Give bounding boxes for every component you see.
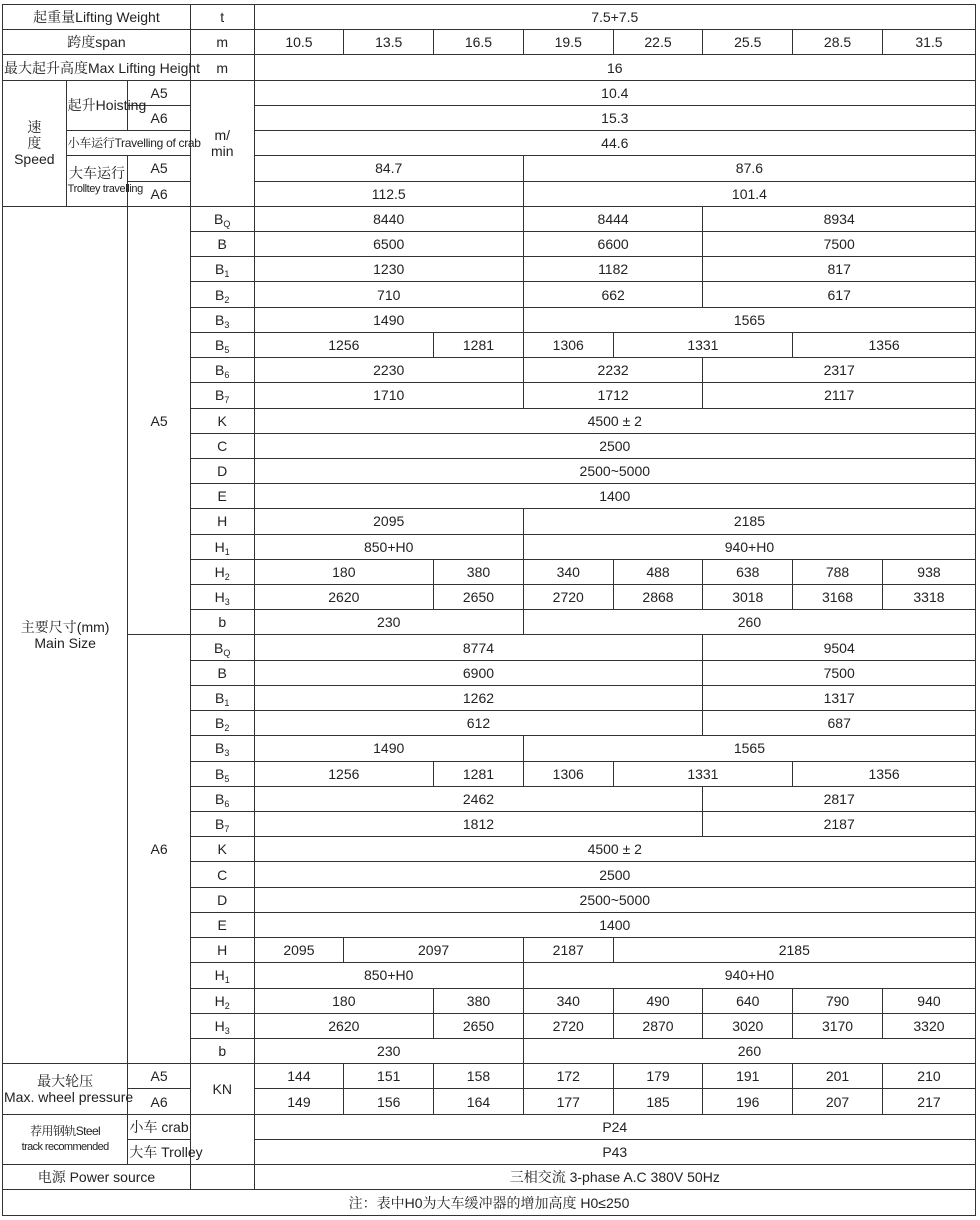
duty-a5: A5 [128, 156, 191, 181]
a5-b5-value: 1281 [434, 332, 524, 357]
a6-b-value: 6900 [254, 660, 703, 685]
param-c: C [190, 862, 254, 887]
value-trolley-a6: 101.4 [523, 181, 975, 206]
a5-h1-value: 940+H0 [523, 534, 975, 559]
crane-spec-table [2, 4, 976, 1216]
a5-b2-value: 710 [254, 282, 523, 307]
a6-b5-value: 1356 [793, 761, 976, 786]
wheel-a5-value: 151 [344, 1064, 434, 1089]
param-b6: $B_6$ [190, 786, 254, 811]
wheel-a6-value: 217 [882, 1089, 975, 1114]
row-rail-crab [3, 1114, 976, 1139]
a5-c-value: 2500 [254, 433, 975, 458]
a5-b-value: 6500 [254, 231, 523, 256]
value-trolley-a5: 84.7 [254, 156, 523, 181]
param-h3: $H_3$ [190, 1013, 254, 1038]
a6-small-b-value: 230 [254, 1038, 523, 1063]
value-power: 三相交流 3-phase A.C 380V 50Hz [254, 1165, 975, 1190]
a6-h2-value: 490 [613, 988, 703, 1013]
a5-h3-value: 2720 [523, 585, 613, 610]
a5-h3-value: 3018 [703, 585, 793, 610]
a5-bq-value: 8440 [254, 206, 523, 231]
a5-b5-value: 1331 [613, 332, 793, 357]
a5-h-value: 2185 [523, 509, 975, 534]
unit-m-per: m/ [214, 127, 230, 144]
a5-h2-value: 380 [434, 559, 524, 584]
span-value: 10.5 [254, 30, 344, 55]
label-main-size-en: Main Size [34, 634, 96, 651]
wheel-a5-value: 158 [434, 1064, 524, 1089]
param-b2: $B_2$ [190, 282, 254, 307]
param-k: K [190, 408, 254, 433]
a5-b1-value: 1182 [523, 257, 703, 282]
a6-b1-value: 1262 [254, 685, 703, 710]
a6-b7-value: 1812 [254, 812, 703, 837]
a5-b2-value: 662 [523, 282, 703, 307]
a6-b1-value: 1317 [703, 685, 976, 710]
label-wheel-zh: 最大轮压 [37, 1072, 94, 1089]
a6-b2-value: 687 [703, 711, 976, 736]
label-trolley-zh: 大车运行 [68, 165, 125, 182]
row-span [3, 30, 976, 55]
param-h1: $H_1$ [190, 963, 254, 988]
a6-b-value: 7500 [703, 660, 976, 685]
value-max-lift: 16 [254, 55, 975, 80]
a6-h-value: 2185 [613, 938, 975, 963]
param-c: C [190, 433, 254, 458]
label-main-size-zh: 主要尺寸(mm) [20, 618, 110, 635]
a5-e-value: 1400 [254, 484, 975, 509]
a6-h-value: 2095 [254, 938, 344, 963]
a6-h2-value: 180 [254, 988, 434, 1013]
param-b6: $B_6$ [190, 358, 254, 383]
param-b1: $B_1$ [190, 685, 254, 710]
label-lifting-weight: 起重量Lifting Weight [3, 5, 191, 30]
a6-c-value: 2500 [254, 862, 975, 887]
a5-b5-value: 1306 [523, 332, 613, 357]
a5-b-value: 7500 [703, 231, 976, 256]
wheel-a6-value: 156 [344, 1089, 434, 1114]
a5-h3-value: 2650 [434, 585, 524, 610]
row-trolley-a6 [3, 181, 976, 206]
param-h: H [190, 938, 254, 963]
a5-k-value: 4500 ± 2 [254, 408, 975, 433]
param-b5: $B_5$ [190, 332, 254, 357]
value-hoist-a5: 10.4 [254, 80, 975, 105]
value-rail-trolley: P43 [254, 1139, 975, 1164]
a5-b3-value: 1490 [254, 307, 523, 332]
row-wheel-a6 [3, 1089, 976, 1114]
a6-h3-value: 3320 [882, 1013, 975, 1038]
label-rail [3, 1114, 128, 1164]
label-rail-en: track recommended [21, 1141, 109, 1154]
value-hoist-a6: 15.3 [254, 105, 975, 130]
a5-h2-value: 788 [793, 559, 883, 584]
wheel-a6-value: 196 [703, 1089, 793, 1114]
label-crab: 小车 crab [128, 1114, 191, 1139]
a5-b6-value: 2232 [523, 358, 703, 383]
param-d: D [190, 887, 254, 912]
label-span: 跨度span [3, 30, 191, 55]
a5-b-value: 6600 [523, 231, 703, 256]
a6-k-value: 4500 ± 2 [254, 837, 975, 862]
wheel-a5-value: 191 [703, 1064, 793, 1089]
a5-b3-value: 1565 [523, 307, 975, 332]
a5-small-b-value: 260 [523, 610, 975, 635]
param-k: K [190, 837, 254, 862]
param-h2: $H_2$ [190, 988, 254, 1013]
unit-m: m [190, 30, 254, 55]
a6-h3-value: 2650 [434, 1013, 524, 1038]
span-value: 25.5 [703, 30, 793, 55]
a5-b6-value: 2317 [703, 358, 976, 383]
a5-b1-value: 817 [703, 257, 976, 282]
param-b2: $B_2$ [190, 711, 254, 736]
wheel-a6-value: 164 [434, 1089, 524, 1114]
wheel-a6-value: 185 [613, 1089, 703, 1114]
power-unit-empty [190, 1165, 254, 1190]
wheel-a5-value: 144 [254, 1064, 344, 1089]
a6-h2-value: 790 [793, 988, 883, 1013]
wheel-a6-value: 207 [793, 1089, 883, 1114]
a6-h1-value: 940+H0 [523, 963, 975, 988]
duty-a5: A5 [128, 80, 191, 105]
a6-h2-value: 340 [523, 988, 613, 1013]
param-b3: $B_3$ [190, 736, 254, 761]
param-b: B [190, 231, 254, 256]
a5-d-value: 2500~5000 [254, 458, 975, 483]
a5-h3-value: 3318 [882, 585, 975, 610]
a6-h3-value: 2870 [613, 1013, 703, 1038]
param-bq: $B_Q$ [190, 635, 254, 660]
a5-h3-value: 2620 [254, 585, 434, 610]
duty-a5: A5 [128, 206, 191, 635]
row-crab-travel [3, 131, 976, 156]
a5-b7-value: 1710 [254, 383, 523, 408]
a5-b7-value: 2117 [703, 383, 976, 408]
value-crab-travel: 44.6 [254, 131, 975, 156]
row-note [3, 1190, 976, 1216]
span-value: 28.5 [793, 30, 883, 55]
a6-bq-value: 9504 [703, 635, 976, 660]
wheel-a5-value: 201 [793, 1064, 883, 1089]
a5-b1-value: 1230 [254, 257, 523, 282]
a6-b5-value: 1281 [434, 761, 524, 786]
a5-h2-value: 488 [613, 559, 703, 584]
a5-bq-value: 8444 [523, 206, 703, 231]
label-trolley-en: Trolltey travelling [67, 183, 143, 196]
param-e: E [190, 912, 254, 937]
a5-h2-value: 340 [523, 559, 613, 584]
row-a6-bq [3, 635, 976, 660]
row-trolley-a5 [3, 156, 976, 181]
a5-h-value: 2095 [254, 509, 523, 534]
label-speed-en: Speed [14, 151, 55, 168]
param-b5: $B_5$ [190, 761, 254, 786]
label-rail-zh: 荐用钢轨Steel [30, 1124, 101, 1139]
a6-h3-value: 2620 [254, 1013, 434, 1038]
a6-bq-value: 8774 [254, 635, 703, 660]
a5-h2-value: 938 [882, 559, 975, 584]
a5-b6-value: 2230 [254, 358, 523, 383]
param-b: B [190, 660, 254, 685]
a6-h-value: 2187 [523, 938, 613, 963]
label-main-size [3, 206, 128, 1063]
duty-a6: A6 [128, 105, 191, 130]
label-power: 电源 Power source [3, 1165, 191, 1190]
label-hoisting: 起升Hoisting [66, 80, 128, 130]
row-lifting-weight [3, 5, 976, 30]
a6-b7-value: 2187 [703, 812, 976, 837]
param-h: H [190, 509, 254, 534]
param-e: E [190, 484, 254, 509]
a6-small-b-value: 260 [523, 1038, 975, 1063]
wheel-a6-value: 149 [254, 1089, 344, 1114]
a6-h2-value: 940 [882, 988, 975, 1013]
a5-bq-value: 8934 [703, 206, 976, 231]
duty-a6: A6 [128, 181, 191, 206]
span-value: 31.5 [882, 30, 975, 55]
a6-b2-value: 612 [254, 711, 703, 736]
a6-b6-value: 2462 [254, 786, 703, 811]
a5-small-b-value: 230 [254, 610, 523, 635]
a5-h2-value: 180 [254, 559, 434, 584]
row-a5-bq [3, 206, 976, 231]
row-wheel-a5 [3, 1064, 976, 1089]
row-rail-trolley [3, 1139, 976, 1164]
param-d: D [190, 458, 254, 483]
a6-h2-value: 640 [703, 988, 793, 1013]
a6-h-value: 2097 [344, 938, 524, 963]
label-trolley: 大车 Trolley [128, 1139, 191, 1164]
param-bq: $B_Q$ [190, 206, 254, 231]
row-hoist-a5 [3, 80, 976, 105]
span-value: 16.5 [434, 30, 524, 55]
a6-b3-value: 1490 [254, 736, 523, 761]
param-b7: $B_7$ [190, 812, 254, 837]
unit-kn: KN [190, 1064, 254, 1114]
a6-b5-value: 1256 [254, 761, 434, 786]
a6-b6-value: 2817 [703, 786, 976, 811]
unit-t: t [190, 5, 254, 30]
a6-h3-value: 3020 [703, 1013, 793, 1038]
param-b7: $B_7$ [190, 383, 254, 408]
duty-a6: A6 [128, 1089, 191, 1114]
span-value: 19.5 [523, 30, 613, 55]
a6-e-value: 1400 [254, 912, 975, 937]
span-value: 22.5 [613, 30, 703, 55]
row-max-lift [3, 55, 976, 80]
a6-d-value: 2500~5000 [254, 887, 975, 912]
unit-min: min [210, 143, 234, 160]
value-rail-crab: P24 [254, 1114, 975, 1139]
a5-b5-value: 1356 [793, 332, 976, 357]
label-speed [3, 80, 67, 206]
a6-b3-value: 1565 [523, 736, 975, 761]
a5-b5-value: 1256 [254, 332, 434, 357]
a6-h3-value: 3170 [793, 1013, 883, 1038]
row-power [3, 1165, 976, 1190]
wheel-a5-value: 179 [613, 1064, 703, 1089]
param-b1: $B_1$ [190, 257, 254, 282]
param-h2: $H_2$ [190, 559, 254, 584]
span-value: 13.5 [344, 30, 434, 55]
param-h1: $H_1$ [190, 534, 254, 559]
a6-h1-value: 850+H0 [254, 963, 523, 988]
a6-b5-value: 1331 [613, 761, 793, 786]
duty-a6: A6 [128, 635, 191, 1064]
param-b3: $B_3$ [190, 307, 254, 332]
param-h3: $H_3$ [190, 585, 254, 610]
a6-h2-value: 380 [434, 988, 524, 1013]
wheel-a6-value: 177 [523, 1089, 613, 1114]
label-wheel-en: Max. wheel pressure [4, 1088, 134, 1105]
unit-m: m [190, 55, 254, 80]
wheel-a5-value: 210 [882, 1064, 975, 1089]
label-speed-zh: 速 度 [27, 119, 42, 152]
wheel-a5-value: 172 [523, 1064, 613, 1089]
a6-h3-value: 2720 [523, 1013, 613, 1038]
label-max-lift: 最大起升高度Max Lifting Height [3, 55, 191, 80]
a5-h2-value: 638 [703, 559, 793, 584]
a5-h3-value: 3168 [793, 585, 883, 610]
value-trolley-a5: 87.6 [523, 156, 975, 181]
a5-h3-value: 2868 [613, 585, 703, 610]
a5-b2-value: 617 [703, 282, 976, 307]
param-small-b: b [190, 1038, 254, 1063]
value-lifting-weight: 7.5+7.5 [254, 5, 975, 30]
param-small-b: b [190, 610, 254, 635]
value-trolley-a6: 112.5 [254, 181, 523, 206]
a5-b7-value: 1712 [523, 383, 703, 408]
duty-a5: A5 [128, 1064, 191, 1089]
label-trolley-travel [66, 156, 143, 206]
row-hoist-a6 [3, 105, 976, 130]
a6-b5-value: 1306 [523, 761, 613, 786]
a5-h1-value: 850+H0 [254, 534, 523, 559]
label-wheel-pressure [3, 1064, 134, 1114]
label-crab-travel: 小车运行Travelling of crab [66, 131, 190, 156]
table-note: 注：表中H0为大车缓冲器的增加高度 H0≤250 [3, 1190, 976, 1216]
